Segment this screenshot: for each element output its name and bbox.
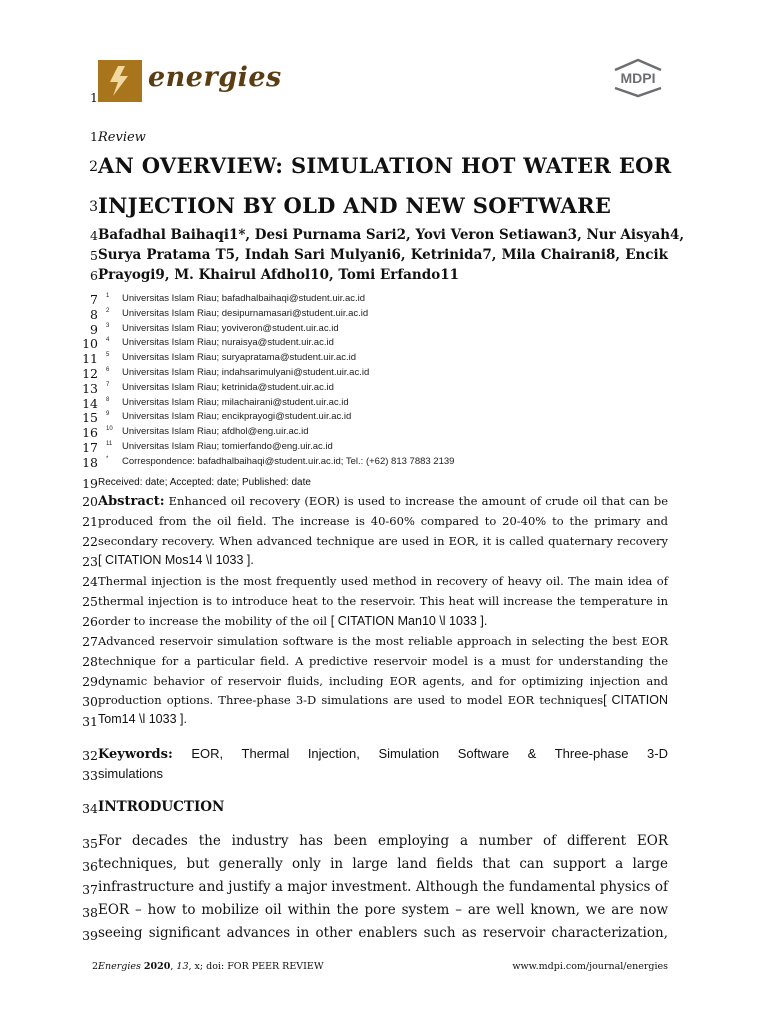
abstract-line: produced from the oil field. The increase is 40-60% compared to 20-40% to the primary and [98, 514, 668, 528]
affiliation-number: * [106, 456, 109, 462]
line-number: 35 [82, 836, 98, 851]
affiliation-text: Universitas Islam Riau; milachairani@student.uir.ac.id [122, 397, 349, 409]
line-number: 7 [90, 292, 98, 307]
affiliation-item [106, 411, 676, 422]
abstract-line: technique for a particular field. A predictive reservoir model is a must for understanding the [98, 654, 668, 668]
line-number: 15 [82, 410, 98, 425]
article-title-line-1: AN OVERVIEW: SIMULATION HOT WATER EOR [98, 153, 672, 178]
affiliation-item [106, 397, 676, 408]
affiliation-item [106, 367, 676, 378]
abstract-line: production options. Three-phase 3-D simulations are used to model EOR techniques[ CITATION [98, 693, 668, 707]
affiliation-text: Universitas Islam Riau; ketrinida@student.uir.ac.id [122, 382, 334, 394]
affiliation-item [106, 308, 676, 319]
affiliation-text: Correspondence: bafadhalbaihaqi@student.uir.ac.id; Tel.: (+62) 813 7883 2139 [122, 456, 455, 468]
affiliation-item [106, 441, 676, 452]
body-line: seeing significant advances in other enablers such as reservoir characterization, [98, 925, 668, 941]
line-number: 2 [89, 159, 98, 175]
line-number: 6 [90, 268, 98, 283]
affiliation-text: Universitas Islam Riau; nuraisya@student.uir.ac.id [122, 337, 334, 349]
section-heading: INTRODUCTION [98, 799, 225, 815]
body-line: EOR – how to mobilize oil within the pore system – are well known, we are now [98, 902, 668, 918]
line-number: 12 [82, 366, 98, 381]
line-number: 22 [82, 534, 98, 549]
affiliation-item [106, 382, 676, 393]
affiliation-number: 4 [106, 337, 110, 343]
footer-volume: 13 [176, 961, 189, 972]
affiliation-text: Universitas Islam Riau; bafadhalbaihaqi@student.uir.ac.id [122, 293, 366, 305]
line-number: 18 [82, 455, 98, 470]
page-number: 2 [92, 961, 99, 972]
article-dates: Received: date; Accepted: date; Published: date [98, 477, 311, 488]
author-line-2: Surya Pratama T5, Indah Sari Mulyani6, Ketrinida7, Mila Chairani8, Encik [98, 247, 668, 263]
body-line: infrastructure and justify a major investment. Although the fundamental physics of [98, 879, 668, 895]
footer-url: www.mdpi.com/journal/energies [512, 961, 668, 972]
affiliation-text: Universitas Islam Riau; suryapratama@student.uir.ac.id [122, 352, 357, 364]
affiliation-item [106, 426, 676, 437]
line-number: 17 [82, 440, 98, 455]
abstract-label: Abstract: [98, 494, 165, 509]
author-line-1: Bafadhal Baihaqi1*, Desi Purnama Sari2, Yovi Veron Setiawan3, Nur Aisyah4, [98, 227, 685, 243]
affiliation-item [106, 337, 676, 348]
line-number: 32 [82, 748, 98, 763]
affiliation-text: Universitas Islam Riau; encikprayogi@student.uir.ac.id [122, 411, 352, 423]
affiliation-item [106, 293, 676, 304]
line-number: 8 [90, 307, 98, 322]
affiliation-number: 5 [106, 352, 110, 358]
journal-name: energies [148, 62, 282, 93]
abstract-line: Advanced reservoir simulation software is the most reliable approach in selecting the best EOR [98, 634, 668, 648]
article-title-line-2: INJECTION BY OLD AND NEW SOFTWARE [98, 193, 612, 218]
line-number: 1 [90, 129, 98, 144]
line-number: 37 [82, 882, 98, 897]
affiliation-number: 6 [106, 367, 110, 373]
line-number: 16 [82, 425, 98, 440]
line-number: 27 [82, 634, 98, 649]
line-number: 26 [82, 614, 98, 629]
article-type: Review [98, 130, 146, 145]
line-number: 10 [82, 336, 98, 351]
abstract-line: order to increase the mobility of the oil [ CITATION Man10 \l 1033 ]. [98, 614, 488, 628]
line-number: 39 [82, 928, 98, 943]
line-number: 34 [82, 801, 98, 816]
line-number: 4 [90, 228, 98, 243]
line-number: 24 [82, 574, 98, 589]
keywords-line: Keywords: EOR, Thermal Injection, Simulation Software & Three-phase 3-D [98, 746, 668, 762]
affiliation-number: 10 [106, 426, 113, 432]
line-number: 28 [82, 654, 98, 669]
abstract-line: thermal injection is to introduce heat to the reservoir. This heat will increase the temperature in [98, 594, 668, 608]
affiliation-number: 7 [106, 382, 110, 388]
mdpi-logo-icon [607, 58, 669, 98]
line-number: 31 [82, 714, 98, 729]
abstract-line: Abstract: Enhanced oil recovery (EOR) is used to increase the amount of crude oil that can be [98, 494, 668, 509]
page-footer-left: 2Energies 2020, 13, x; doi: FOR PEER REVIEW [92, 961, 324, 972]
footer-journal: Energies [98, 961, 141, 972]
affiliation-text: Universitas Islam Riau; afdhol@eng.uir.ac.id [122, 426, 309, 438]
keywords-line: simulations [98, 766, 164, 781]
affiliation-text: Universitas Islam Riau; yoviveron@student.uir.ac.id [122, 323, 339, 335]
citation: [ CITATION Man10 \l 1033 ]. [330, 614, 488, 628]
footer-year: 2020 [143, 961, 171, 972]
line-number: 9 [90, 322, 98, 337]
affiliation-item [106, 323, 676, 334]
line-number: 36 [82, 859, 98, 874]
mdpi-logo-text: MDPI [620, 70, 656, 86]
line-number: 29 [82, 674, 98, 689]
abstract-line: Thermal injection is the most frequently used method in recovery of heavy oil. The main idea of [98, 574, 668, 588]
abstract-line: secondary recovery. When advanced technique are used in EOR, it is called quaternary recovery [98, 534, 668, 548]
affiliation-item [106, 352, 676, 363]
citation: [ CITATION Mos14 \l 1033 ]. [98, 553, 254, 567]
line-number: 23 [82, 554, 98, 569]
line-number: 11 [82, 351, 98, 366]
affiliation-number: 3 [106, 323, 110, 329]
line-number: 13 [82, 381, 98, 396]
affiliation-number: 1 [106, 293, 110, 299]
affiliation-item [106, 456, 676, 467]
line-number: 33 [82, 768, 98, 783]
line-number: 25 [82, 594, 98, 609]
line-number: 3 [89, 199, 98, 215]
body-line: For decades the industry has been employing a number of different EOR [98, 833, 668, 849]
line-number: 38 [82, 905, 98, 920]
author-line-3: Prayogi9, M. Khairul Afdhol10, Tomi Erfando11 [98, 267, 459, 283]
line-number: 14 [82, 396, 98, 411]
line-number: 5 [90, 248, 98, 263]
line-number: 21 [82, 514, 98, 529]
line-number: 19 [82, 476, 98, 491]
citation: [ CITATION [603, 693, 668, 707]
line-number: 30 [82, 694, 98, 709]
line-number: 1 [90, 90, 98, 105]
keywords-label: Keywords: [98, 747, 173, 762]
abstract-line: dynamic behavior of reservoir fluids, including EOR agents, and for optimizing injection and [98, 674, 668, 688]
body-line: techniques, but generally only in large land fields that can support a large [98, 856, 668, 872]
affiliation-number: 8 [106, 397, 110, 403]
citation: Tom14 \l 1033 ]. [98, 712, 187, 726]
affiliation-text: Universitas Islam Riau; indahsarimulyani@student.uir.ac.id [122, 367, 370, 379]
line-number: 20 [82, 494, 98, 509]
energies-logo-icon [98, 60, 142, 102]
affiliation-number: 2 [106, 308, 110, 314]
affiliation-number: 9 [106, 411, 110, 417]
affiliation-text: Universitas Islam Riau; desipurnamasari@student.uir.ac.id [122, 308, 369, 320]
affiliation-number: 11 [106, 441, 113, 447]
affiliation-text: Universitas Islam Riau; tomierfando@eng.uir.ac.id [122, 441, 333, 453]
